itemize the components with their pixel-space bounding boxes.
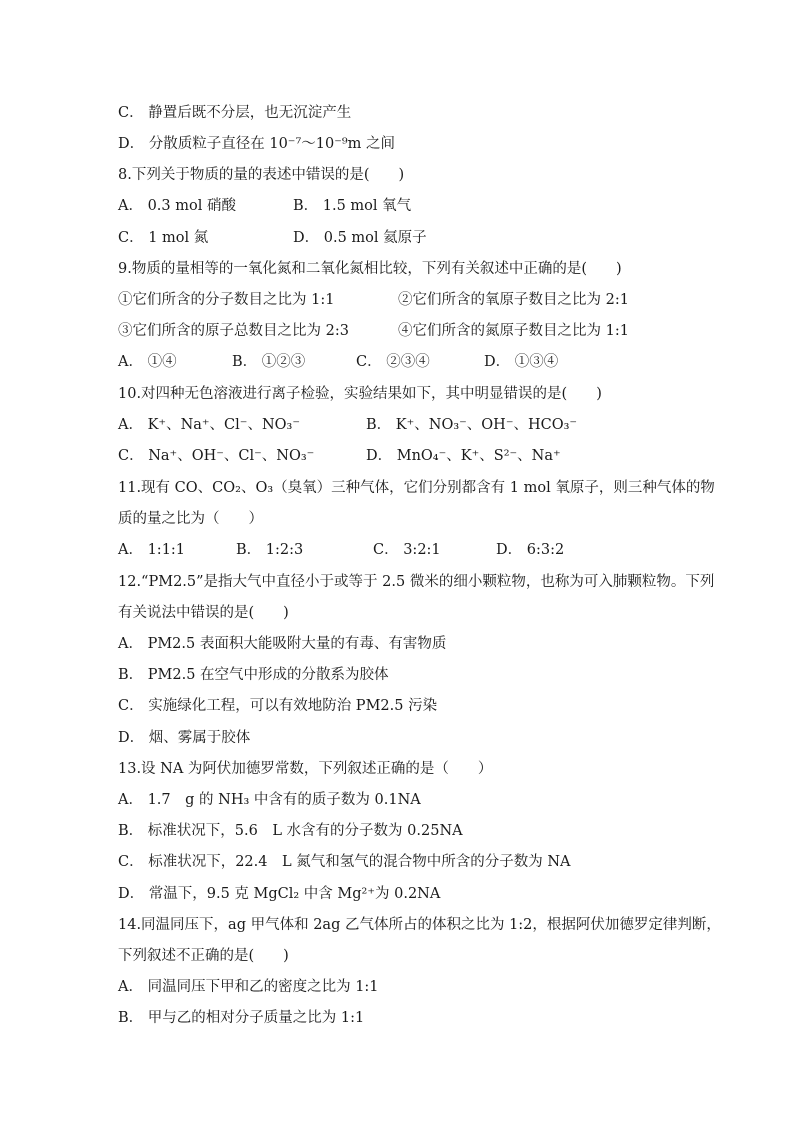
q9-option-c: C． ②③④ [356,354,430,370]
q11-option-b: B． 1:2:3 [236,542,304,558]
q13-option-d: D． 常温下，9.5 克 MgCl₂ 中含 Mg²⁺为 0.2NA [118,886,441,902]
q13-option-a: A． 1.7 g 的 NH₃ 中含有的质子数为 0.1NA [118,792,421,808]
q11-option-c: C． 3:2:1 [373,542,441,558]
question-12-line-1: 12.“PM2.5”是指大气中直径小于或等于 2.5 微米的细小颗粒物，也称为可入肺颗粒物。下列 [118,574,715,590]
q9-option-a: A． ①④ [118,354,177,370]
q10-option-b: B． K⁺、NO₃⁻、OH⁻、HCO₃⁻ [366,417,578,433]
question-14-line-2: 下列叙述不正确的是( ) [118,948,289,964]
question-11-line-2: 质的量之比为（ ） [118,511,263,527]
q9-statement-1: ①它们所含的分子数目之比为 1:1 [118,292,335,308]
q8-option-d: D． 0.5 mol 氦原子 [293,230,427,246]
q8-option-b: B． 1.5 mol 氧气 [293,198,412,214]
q12-option-d: D． 烟、雾属于胶体 [118,730,251,746]
question-9: 9.物质的量相等的一氧化氮和二氧化氮相比较，下列有关叙述中正确的是( ) [118,261,622,277]
question-13: 13.设 NA 为阿伏加德罗常数，下列叙述正确的是（ ） [118,761,493,777]
q10-option-a: A． K⁺、Na⁺、Cl⁻、NO₃⁻ [118,417,300,433]
question-8: 8.下列关于物质的量的表述中错误的是( ) [118,167,405,183]
question-11-line-1: 11.现有 CO、CO₂、O₃（臭氧）三种气体，它们分别都含有 1 mol 氧原子，则三种气体的物 [118,480,715,496]
q13-option-c: C． 标准状况下，22.4 L 氮气和氢气的混合物中所含的分子数为 NA [118,854,571,870]
question-14-line-1: 14.同温同压下，ag 甲气体和 2ag 乙气体所占的体积之比为 1:2，根据阿伏加德罗定律判断， [118,917,721,933]
q11-option-d: D． 6:3:2 [496,542,565,558]
q14-option-a: A． 同温同压下甲和乙的密度之比为 1:1 [118,979,379,995]
q12-option-a: A． PM2.5 表面积大能吸附大量的有毒、有害物质 [118,636,447,652]
question-12-line-2: 有关说法中错误的是( ) [118,605,289,621]
q9-statement-4: ④它们所含的氮原子数目之比为 1:1 [398,323,629,339]
q9-statement-3: ③它们所含的原子总数目之比为 2:3 [118,323,349,339]
question-10: 10.对四种无色溶液进行离子检验，实验结果如下，其中明显错误的是( ) [118,386,602,402]
option-line: C． 静置后既不分层，也无沉淀产生 [118,105,352,121]
q13-option-b: B． 标准状况下，5.6 L 水含有的分子数为 0.25NA [118,823,463,839]
q9-statement-2: ②它们所含的氧原子数目之比为 2:1 [398,292,629,308]
q9-option-d: D． ①③④ [484,354,559,370]
q12-option-b: B． PM2.5 在空气中形成的分散系为胶体 [118,667,389,683]
q12-option-c: C． 实施绿化工程，可以有效地防治 PM2.5 污染 [118,698,438,714]
q10-option-d: D． MnO₄⁻、K⁺、S²⁻、Na⁺ [366,448,561,464]
q8-option-a: A． 0.3 mol 硝酸 [118,198,236,214]
q14-option-b: B． 甲与乙的相对分子质量之比为 1:1 [118,1010,365,1026]
q10-option-c: C． Na⁺、OH⁻、Cl⁻、NO₃⁻ [118,448,315,464]
q11-option-a: A． 1:1:1 [118,542,186,558]
q8-option-c: C． 1 mol 氮 [118,230,209,246]
q9-option-b: B． ①②③ [232,354,306,370]
option-line: D． 分散质粒子直径在 10⁻⁷～10⁻⁹m 之间 [118,136,396,152]
